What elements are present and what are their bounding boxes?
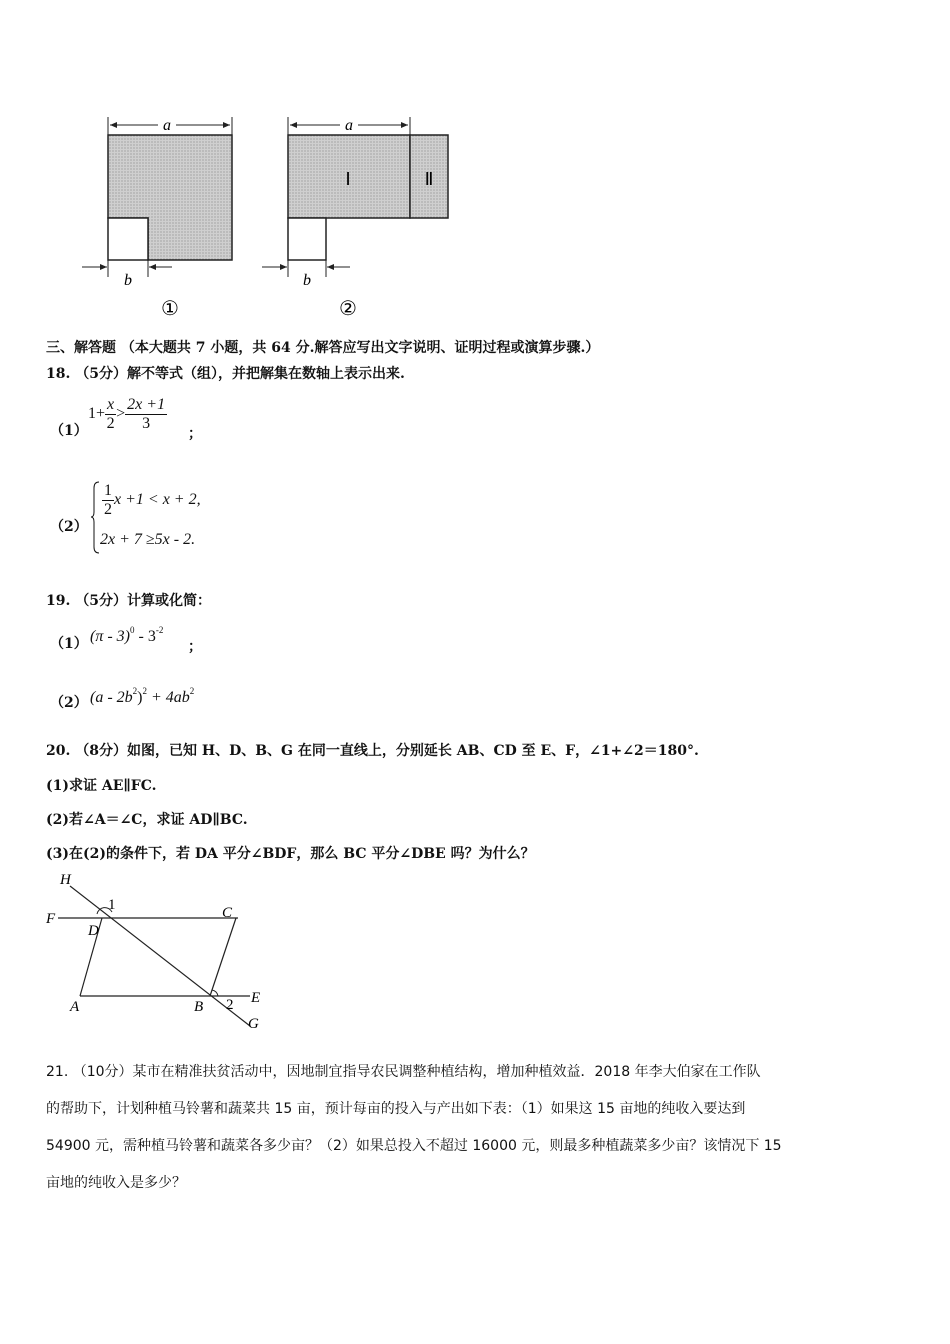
area-figure <box>70 105 490 325</box>
label-2: 2 <box>226 997 234 1013</box>
q19-p2-label: （2） <box>50 695 88 711</box>
label-C: C <box>222 905 233 921</box>
region-1-label: Ⅰ <box>345 169 351 189</box>
figure-2-shape <box>262 116 448 320</box>
label-G: G <box>248 1016 259 1032</box>
q21-line2: 的帮助下，计划种植马铃薯和蔬菜共 15 亩，预计每亩的投入与产出如下表：（1）如果这 15 亩地的纯收入要达到 <box>46 1101 746 1117</box>
q18-p2-label: （2） <box>50 519 88 535</box>
q18-p2-line2: 2x + 7 ≥5x - 2. <box>100 531 196 548</box>
q18-p2-line1 <box>102 482 201 519</box>
q21-line3: 54900 元，需种植马铃薯和蔬菜各多少亩？（2）如果总投入不超过 16000 元，则最多种植蔬菜多少亩？该情况下 15 <box>46 1138 782 1154</box>
q19-header: 19. （5分）计算或化简： <box>46 593 211 609</box>
label-B: B <box>194 999 204 1015</box>
label-a-2: a <box>345 117 353 134</box>
q18-p2-brace <box>90 480 100 555</box>
region-2-label: Ⅱ <box>424 169 434 189</box>
q18-p1-gt: > <box>116 405 126 423</box>
q18-p1-frac2: $\frac{2x +1}{3}$ <box>127 396 166 432</box>
label-E: E <box>251 990 261 1006</box>
label-D: D <box>88 923 99 939</box>
q19-p2-expression: $(a - 2b^2)^2 + 4ab^2$ <box>90 686 195 706</box>
q20-part3: (3)在(2)的条件下，若 DA 平分∠BDF，那么 BC 平分∠DBE 吗？为什么？ <box>46 846 535 862</box>
caption-2: ② <box>339 298 357 320</box>
q18-header: 18. （5分）解不等式（组），并把解集在数轴上表示出来. <box>46 366 405 382</box>
figure-1-shape <box>82 116 232 320</box>
q19-p1-expression: $(\pi - 3)^0 - 3^{-2}$ <box>90 625 164 645</box>
q20-part1: (1)求证 AE∥FC. <box>46 778 157 794</box>
label-b-2: b <box>303 272 311 289</box>
q18-p1-end: ； <box>188 426 202 442</box>
label-A: A <box>70 999 80 1015</box>
q21-line4: 亩地的纯收入是多少？ <box>46 1175 186 1191</box>
q18-p1-expression <box>88 396 167 433</box>
label-1: 1 <box>108 897 116 913</box>
q21-line1: 21. （10分）某市在精准扶贫活动中，因地制宜指导农民调整种植结构，增加种植效益．2018 年李大伯家在工作队 <box>46 1064 761 1080</box>
label-b-1: b <box>124 272 132 289</box>
q18-p2-line1-rest: x +1 < x + 2, <box>114 491 201 509</box>
q18-p2-frac: $\frac{1}{2}$ <box>104 482 112 518</box>
q19-p1-label: （1） <box>50 636 88 652</box>
q18-p1-lhs: 1+ <box>88 405 106 423</box>
caption-1: ① <box>161 298 179 320</box>
label-H: H <box>60 872 71 888</box>
section-heading: 三、解答题 （本大题共 7 小题，共 64 分.解答应写出文字说明、证明过程或演算步骤.） <box>46 340 600 356</box>
q18-p1-frac1: $\frac{x}{2}$ <box>106 396 115 432</box>
q20-header: 20. （8分）如图，已知 H、D、B、G 在同一直线上，分别延长 AB、CD 至 E、F，∠1+∠2＝180°. <box>46 743 699 759</box>
q20-geometry-figure <box>40 868 280 1036</box>
label-F: F <box>46 911 56 927</box>
q20-part2: (2)若∠A＝∠C，求证 AD∥BC. <box>46 812 248 828</box>
q18-p1-label: （1） <box>50 423 88 439</box>
label-a-1: a <box>163 117 171 134</box>
q19-p1-end: ； <box>188 639 202 655</box>
